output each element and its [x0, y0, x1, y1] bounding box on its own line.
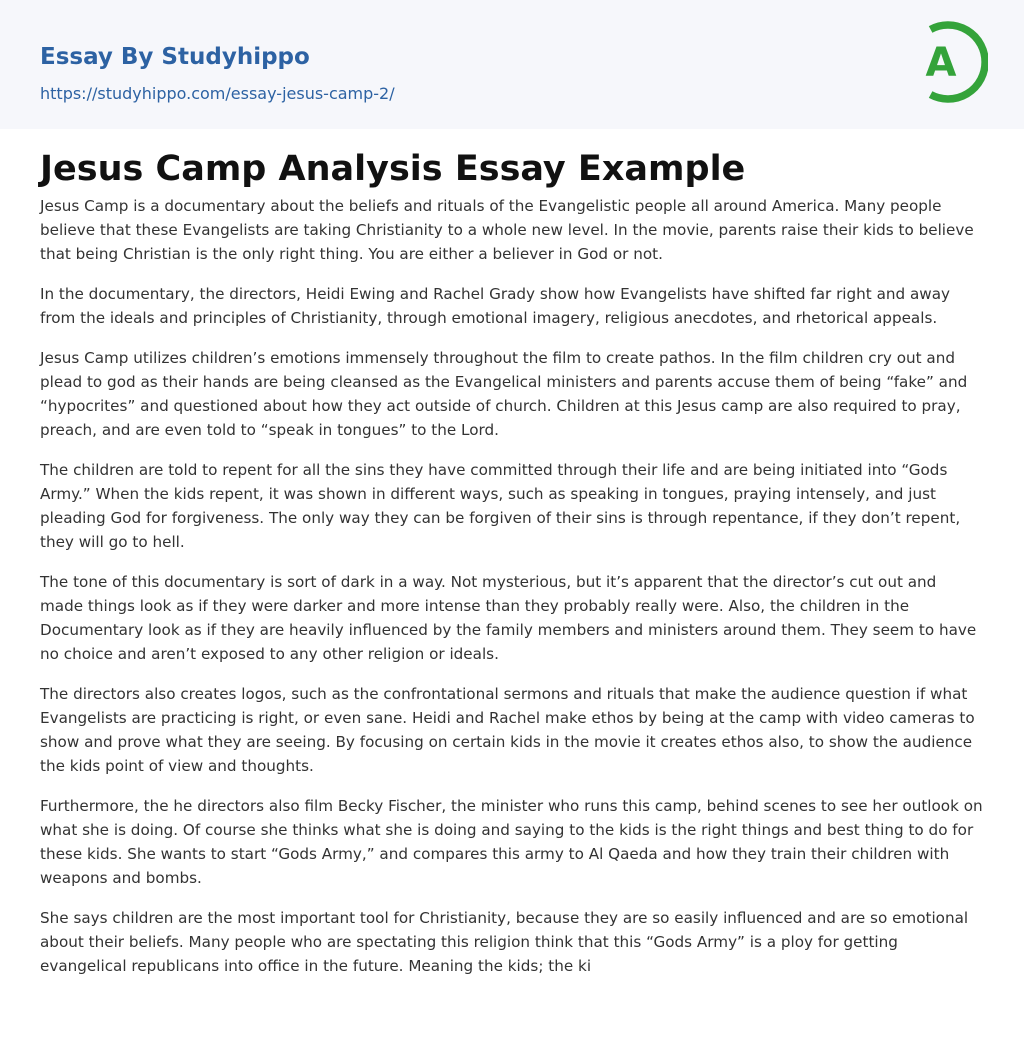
essay-paragraph: The children are told to repent for all the sins they have committed through their life and are being initiated into “Gods Army.” When the kids repent, it was shown in different ways, such as speaking in tongues, praying intensely, and just pleading God for forgiveness. The only way they can be forgiven of their sins is through repentance, if they don’t repent, they will go to hell. [40, 461, 961, 551]
essay-paragraph: Furthermore, the he directors also film Becky Fischer, the minister who runs this camp, behind scenes to see her outlook on what she is doing. Of course she thinks what she is doing and saying to the kids is the right things and best thing to do for these kids. She wants to start “Gods Army,” and compares this army to Al Qaeda and how they train their children with weapons and bombs. [40, 797, 983, 887]
essay-url-link[interactable]: https://studyhippo.com/essay-jesus-camp-2/ [40, 84, 395, 103]
site-brand[interactable]: Essay By Studyhippo [40, 44, 310, 70]
logo-letter: A [925, 40, 957, 86]
essay-paragraph: The tone of this documentary is sort of dark in a way. Not mysterious, but it’s apparent that the director’s cut out and made things look as if they were darker and more intense than they probably really were. Also, the children in the Documentary look as if they are heavily influenced by the family members and ministers around them. They seem to have no choice and aren’t exposed to any other religion or ideals. [40, 573, 977, 663]
essay-paragraph: She says children are the most important tool for Christianity, because they are so easily influenced and are so emotional about their beliefs. Many people who are spectating this religion think that this “Gods Army” is a ploy for getting evangelical republicans into office in the future. Meaning the kids; the ki [40, 909, 969, 975]
essay-paragraph: The directors also creates logos, such as the confrontational sermons and rituals that make the audience question if what Evangelists are practicing is right, or even sane. Heidi and Rachel make ethos by being at the camp with video cameras to show and prove what they are seeing. By focusing on certain kids in the movie it creates ethos also, to show the audience the kids point of view and thoughts. [40, 685, 975, 775]
site-header [0, 0, 1024, 129]
essay-paragraph: In the documentary, the directors, Heidi Ewing and Rachel Grady show how Evangelists have shifted far right and away from the ideals and principles of Christianity, through emotional imagery, religious anecdotes, and rhetorical appeals. [40, 285, 951, 327]
essay-paragraph: Jesus Camp utilizes children’s emotions immensely throughout the film to create pathos. In the film children cry out and plead to god as their hands are being cleansed as the Evangelical ministers and parents accuse them of being “fake” and “hypocrites” and questioned about how they act outside of church. Children at this Jesus camp are also required to pray, preach, and are even told to “speak in tongues” to the Lord. [40, 349, 968, 439]
essay-paragraph: Jesus Camp is a documentary about the beliefs and rituals of the Evangelistic people all around America. Many people believe that these Evangelists are taking Christianity to a whole new level. In the movie, parents raise their kids to believe that being Christian is the only right thing. You are either a believer in God or not. [40, 197, 974, 263]
essay-body [40, 194, 984, 994]
page-title: Jesus Camp Analysis Essay Example [40, 149, 746, 189]
circle-a-logo-icon[interactable] [912, 19, 988, 105]
